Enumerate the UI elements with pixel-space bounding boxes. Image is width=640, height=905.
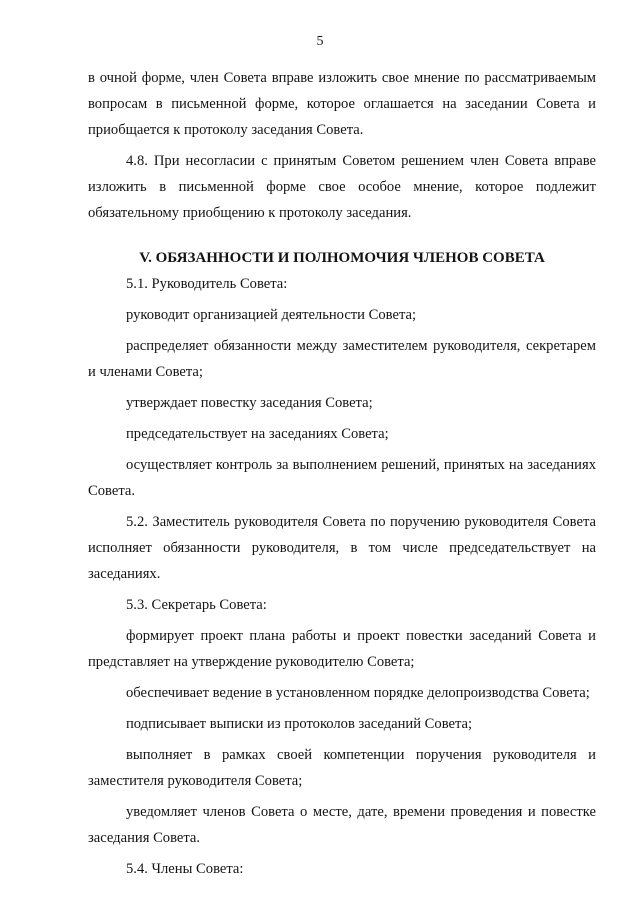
paragraph-5-3: 5.3. Секретарь Совета:	[126, 597, 267, 613]
list-item: уведомляет членов Совета о месте, дате, времени проведения и повестке заседания Совета.	[88, 804, 596, 846]
document-body	[88, 65, 596, 882]
paragraph-continuation: в очной форме, член Совета вправе изложить свое мнение по рассматриваемым вопросам в письменной форме, которое оглашается на заседании Совета и приобщается к протоколу заседания Совета.	[88, 70, 596, 138]
paragraph-4-8: 4.8. При несогласии с принятым Советом решением член Совета вправе изложить в письменной форме свое особое мнение, которое подлежит обязательному приобщению к протоколу заседания.	[88, 153, 596, 221]
list-item: выполняет в рамках своей компетенции поручения руководителя и заместителя руководителя Совета;	[88, 747, 596, 789]
list-item: распределяет обязанности между заместителем руководителя, секретарем и членами Совета;	[88, 338, 596, 380]
page-number: 5	[316, 34, 324, 49]
paragraph-5-4: 5.4. Члены Совета:	[126, 861, 244, 877]
list-item: подписывает выписки из протоколов заседаний Совета;	[126, 716, 473, 732]
list-item: формирует проект плана работы и проект повестки заседаний Совета и представляет на утверждение руководителю Совета;	[88, 628, 596, 670]
list-item: утверждает повестку заседания Совета;	[126, 395, 373, 411]
paragraph-5-2: 5.2. Заместитель руководителя Совета по поручению руководителя Совета исполняет обязанности руководителя, в том числе председательствует на заседаниях.	[88, 514, 596, 582]
list-item: осуществляет контроль за выполнением решений, принятых на заседаниях Совета.	[88, 457, 596, 499]
section-heading: V. ОБЯЗАННОСТИ И ПОЛНОМОЧИЯ ЧЛЕНОВ СОВЕТА	[139, 250, 545, 266]
list-item: обеспечивает ведение в установленном порядке делопроизводства Совета;	[126, 685, 590, 701]
list-item: председательствует на заседаниях Совета;	[126, 426, 389, 442]
paragraph-5-1: 5.1. Руководитель Совета:	[126, 276, 288, 292]
list-item: руководит организацией деятельности Совета;	[126, 307, 417, 323]
